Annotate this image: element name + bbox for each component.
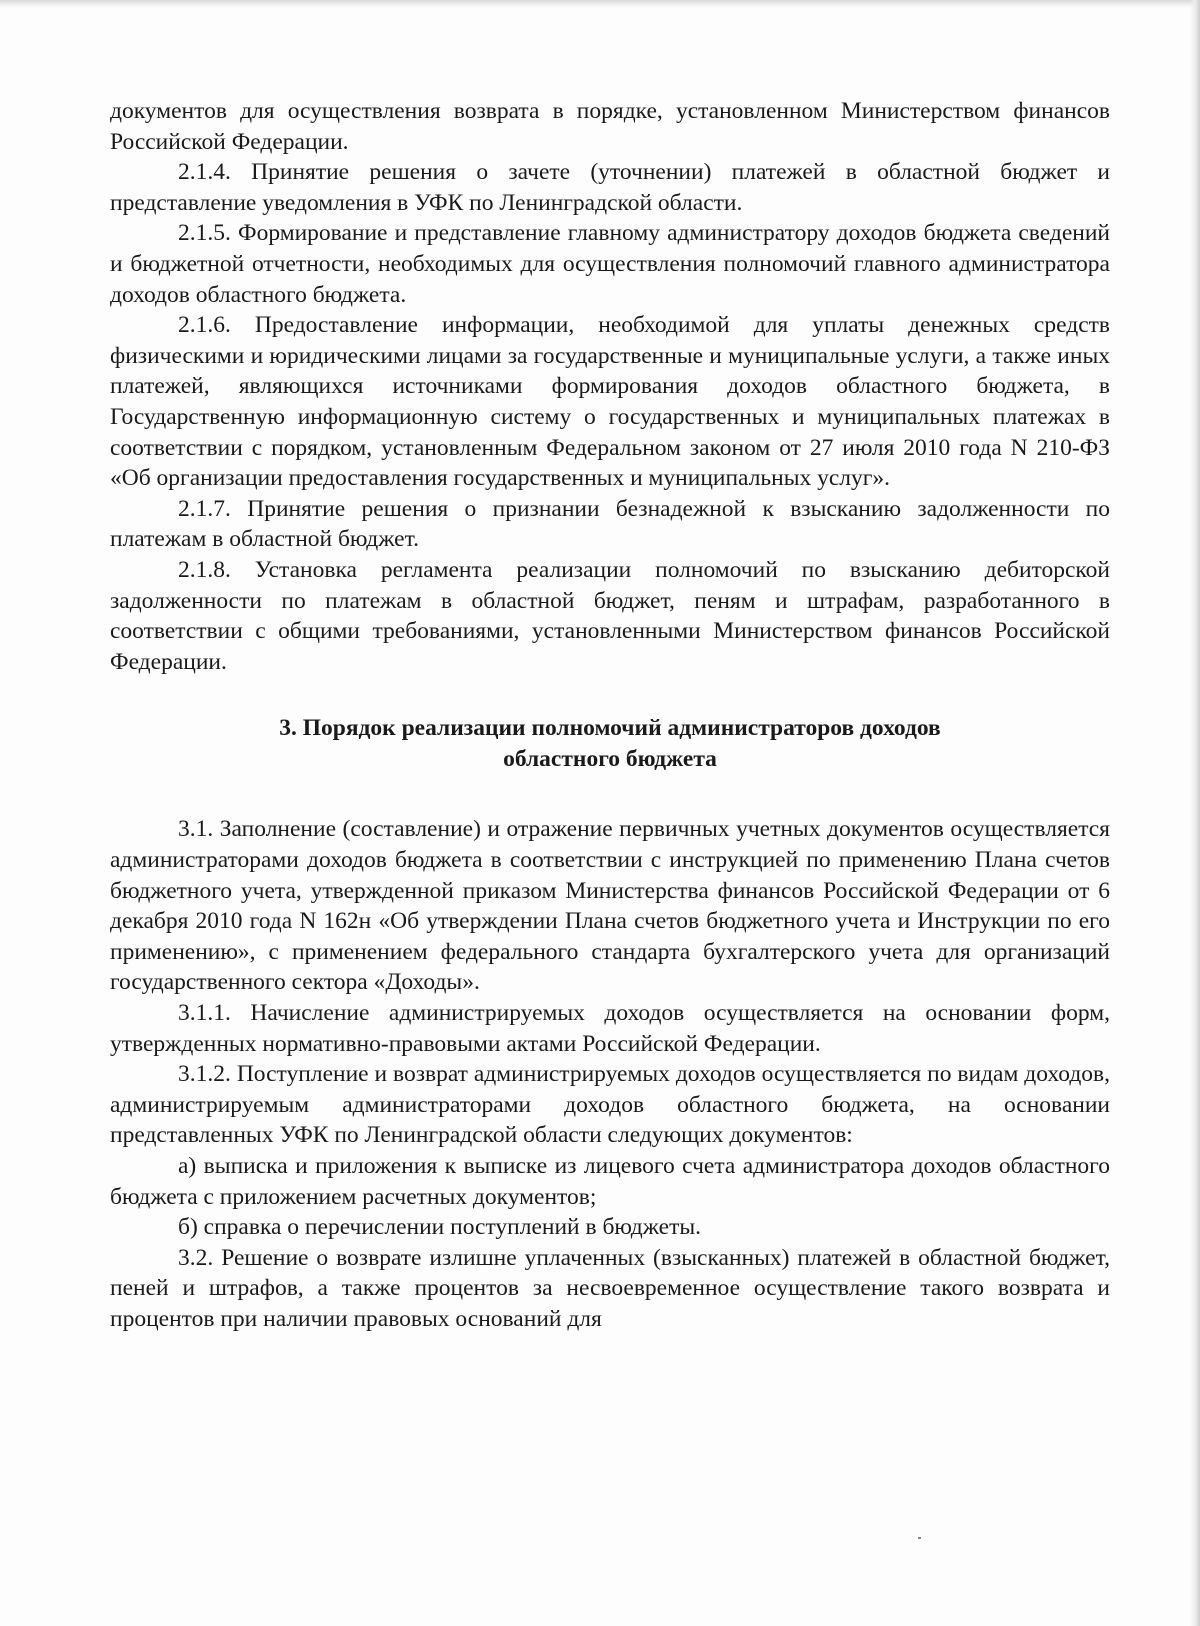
paragraph-2-1-5: 2.1.5. Формирование и представление главному администратору доходов бюджета сведений и бюджетной отчетности, необходимых для осуществления полномочий главного администратора доходов областного бюджета. xyxy=(110,220,1110,308)
document-body xyxy=(110,96,1110,1335)
paragraph-2-1-4: 2.1.4. Принятие решения о зачете (уточнении) платежей в областной бюджет и представление уведомления в УФК по Ленинградской области. xyxy=(110,159,1110,216)
paragraph-3-1: 3.1. Заполнение (составление) и отражение первичных учетных документов осуществляется администраторами доходов бюджета в соответствии с инструкцией по применению Плана счетов бюджетного учета, утвержденной приказом Министерства финансов Российской Федерации от 6 декабря 2010 года N 162н «Об утверждении Плана счетов бюджетного учета и Инструкции по его применению», с применением федерального стандарта бухгалтерского учета для организаций государственного сектора «Доходы». xyxy=(110,816,1110,996)
list-item-b: б) справка о перечислении поступлений в бюджеты. xyxy=(178,1214,702,1241)
section-3-heading-line-1: 3. Порядок реализации полномочий администраторов доходов xyxy=(279,715,941,742)
scan-top-edge xyxy=(0,0,1200,8)
paragraph-2-1-6: 2.1.6. Предоставление информации, необходимой для уплаты денежных средств физическими и юридическими лицами за государственные и муниципальные услуги, а также иных платежей, являющихся источниками формирования доходов областного бюджета, в Государственную информационную систему о государственных и муниципальных платежах в соответствии с порядком, установленным Федеральном законом от 27 июля 2010 года N 210-ФЗ «Об организации предоставления государственных и муниципальных услуг». xyxy=(110,312,1110,492)
paragraph-continuation: документов для осуществления возврата в порядке, установленном Министерством финансов Российской Федерации. xyxy=(110,98,1110,155)
paragraph-2-1-7: 2.1.7. Принятие решения о признании безнадежной к взысканию задолженности по платежам в областной бюджет. xyxy=(110,495,1110,553)
paragraph-2-1-8: 2.1.8. Установка регламента реализации полномочий по взысканию дебиторской задолженности по платежам в областной бюджет, пеням и штрафам, разработанного в соответствии с общими требованиями, установленными Министерством финансов Российской Федерации. xyxy=(110,556,1110,675)
paragraph-3-1-2: 3.1.2. Поступление и возврат администрируемых доходов осуществляется по видам доходов, администрируемым администраторами доходов областного бюджета, на основании представленных УФК по Ленинградской области следующих документов: xyxy=(110,1061,1110,1149)
paragraph-3-1-1: 3.1.1. Начисление администрируемых доходов осуществляется на основании форм, утвержденных нормативно-правовыми актами Российской Федерации. xyxy=(110,1000,1110,1057)
section-3-heading-line-2: областного бюджета xyxy=(503,745,717,772)
scan-right-edge xyxy=(1190,0,1200,1626)
scan-speck xyxy=(918,1537,921,1539)
list-item-a: а) выписка и приложения к выписке из лицевого счета администратора доходов областного бюджета с приложением расчетных документов; xyxy=(110,1153,1110,1210)
paragraph-3-2: 3.2. Решение о возврате излишне уплаченных (взысканных) платежей в областной бюджет, пеней и штрафов, а также процентов за несвоевременное осуществление такого возврата и процентов при наличии правовых оснований для xyxy=(110,1244,1110,1332)
